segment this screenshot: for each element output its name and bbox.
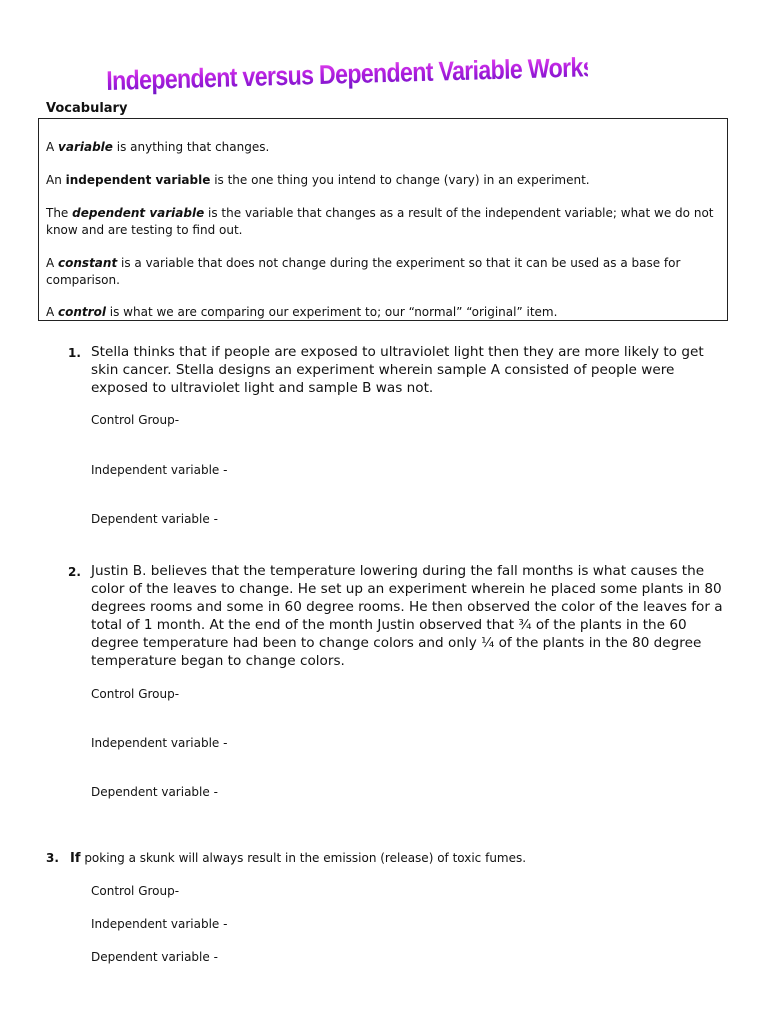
question-2-dependent-variable-label: Dependent variable - [91,785,218,799]
question-2-control-group-label: Control Group- [91,687,180,701]
question-3-text: If poking a skunk will always result in the emission (release) of toxic fumes. [70,851,527,866]
question-1-control-group-label: Control Group- [91,413,180,427]
definition-control: A control is what we are comparing our experiment to; our “normal” “original” item. [46,305,558,319]
question-2-independent-variable-label: Independent variable - [91,736,228,750]
question-1-independent-variable-label: Independent variable - [91,463,228,477]
worksheet-title: Independent versus Dependent Variable Worksheet [106,50,641,96]
definition-dependent-variable: The dependent variable is the variable that changes as a result of the independent variable; what we do not know and are testing to find out. [46,206,714,237]
term-variable: variable [58,140,113,154]
term-control: control [58,305,106,319]
definition-independent-variable: An independent variable is the one thing you intend to change (vary) in an experiment. [46,173,590,187]
question-1-text: Stella thinks that if people are exposed to ultraviolet light then they are more likely to get skin cancer. Stella designs an experiment wherein sample A consisted of people were exposed to ultraviolet light and sample B was not. [91,344,704,396]
question-3-control-group-label: Control Group- [91,884,180,898]
term-independent-variable: independent variable [65,173,211,187]
question-3-independent-variable-label: Independent variable - [91,917,228,931]
term-constant: constant [58,256,118,270]
question-1-number: 1. [68,346,81,360]
definition-variable: A variable is anything that changes. [46,140,270,154]
definition-constant: A constant is a variable that does not change during the experiment so that it can be used as a base for comparison. [46,256,681,287]
question-3-number: 3. [46,851,59,865]
question-2-number: 2. [68,565,81,579]
question-1-dependent-variable-label: Dependent variable - [91,512,218,526]
vocabulary-box [38,118,728,321]
question-3-lead: If [70,851,81,866]
term-dependent-variable: dependent variable [72,206,205,220]
question-2-text: Justin B. believes that the temperature lowering during the fall months is what causes the color of the leaves to change. He set up an experiment wherein he placed some plants in 80 degrees rooms and some in 60 degree rooms. He then observed the color of the leaves for a total of 1 month. At the end of the month Justin observed that ¾ of the plants in the 60 degree temperature had been to change colors and only ¼ of the plants in the 80 degree temperature began to change colors. [91,563,723,669]
vocabulary-heading: Vocabulary [46,101,128,116]
question-3-dependent-variable-label: Dependent variable - [91,950,218,964]
